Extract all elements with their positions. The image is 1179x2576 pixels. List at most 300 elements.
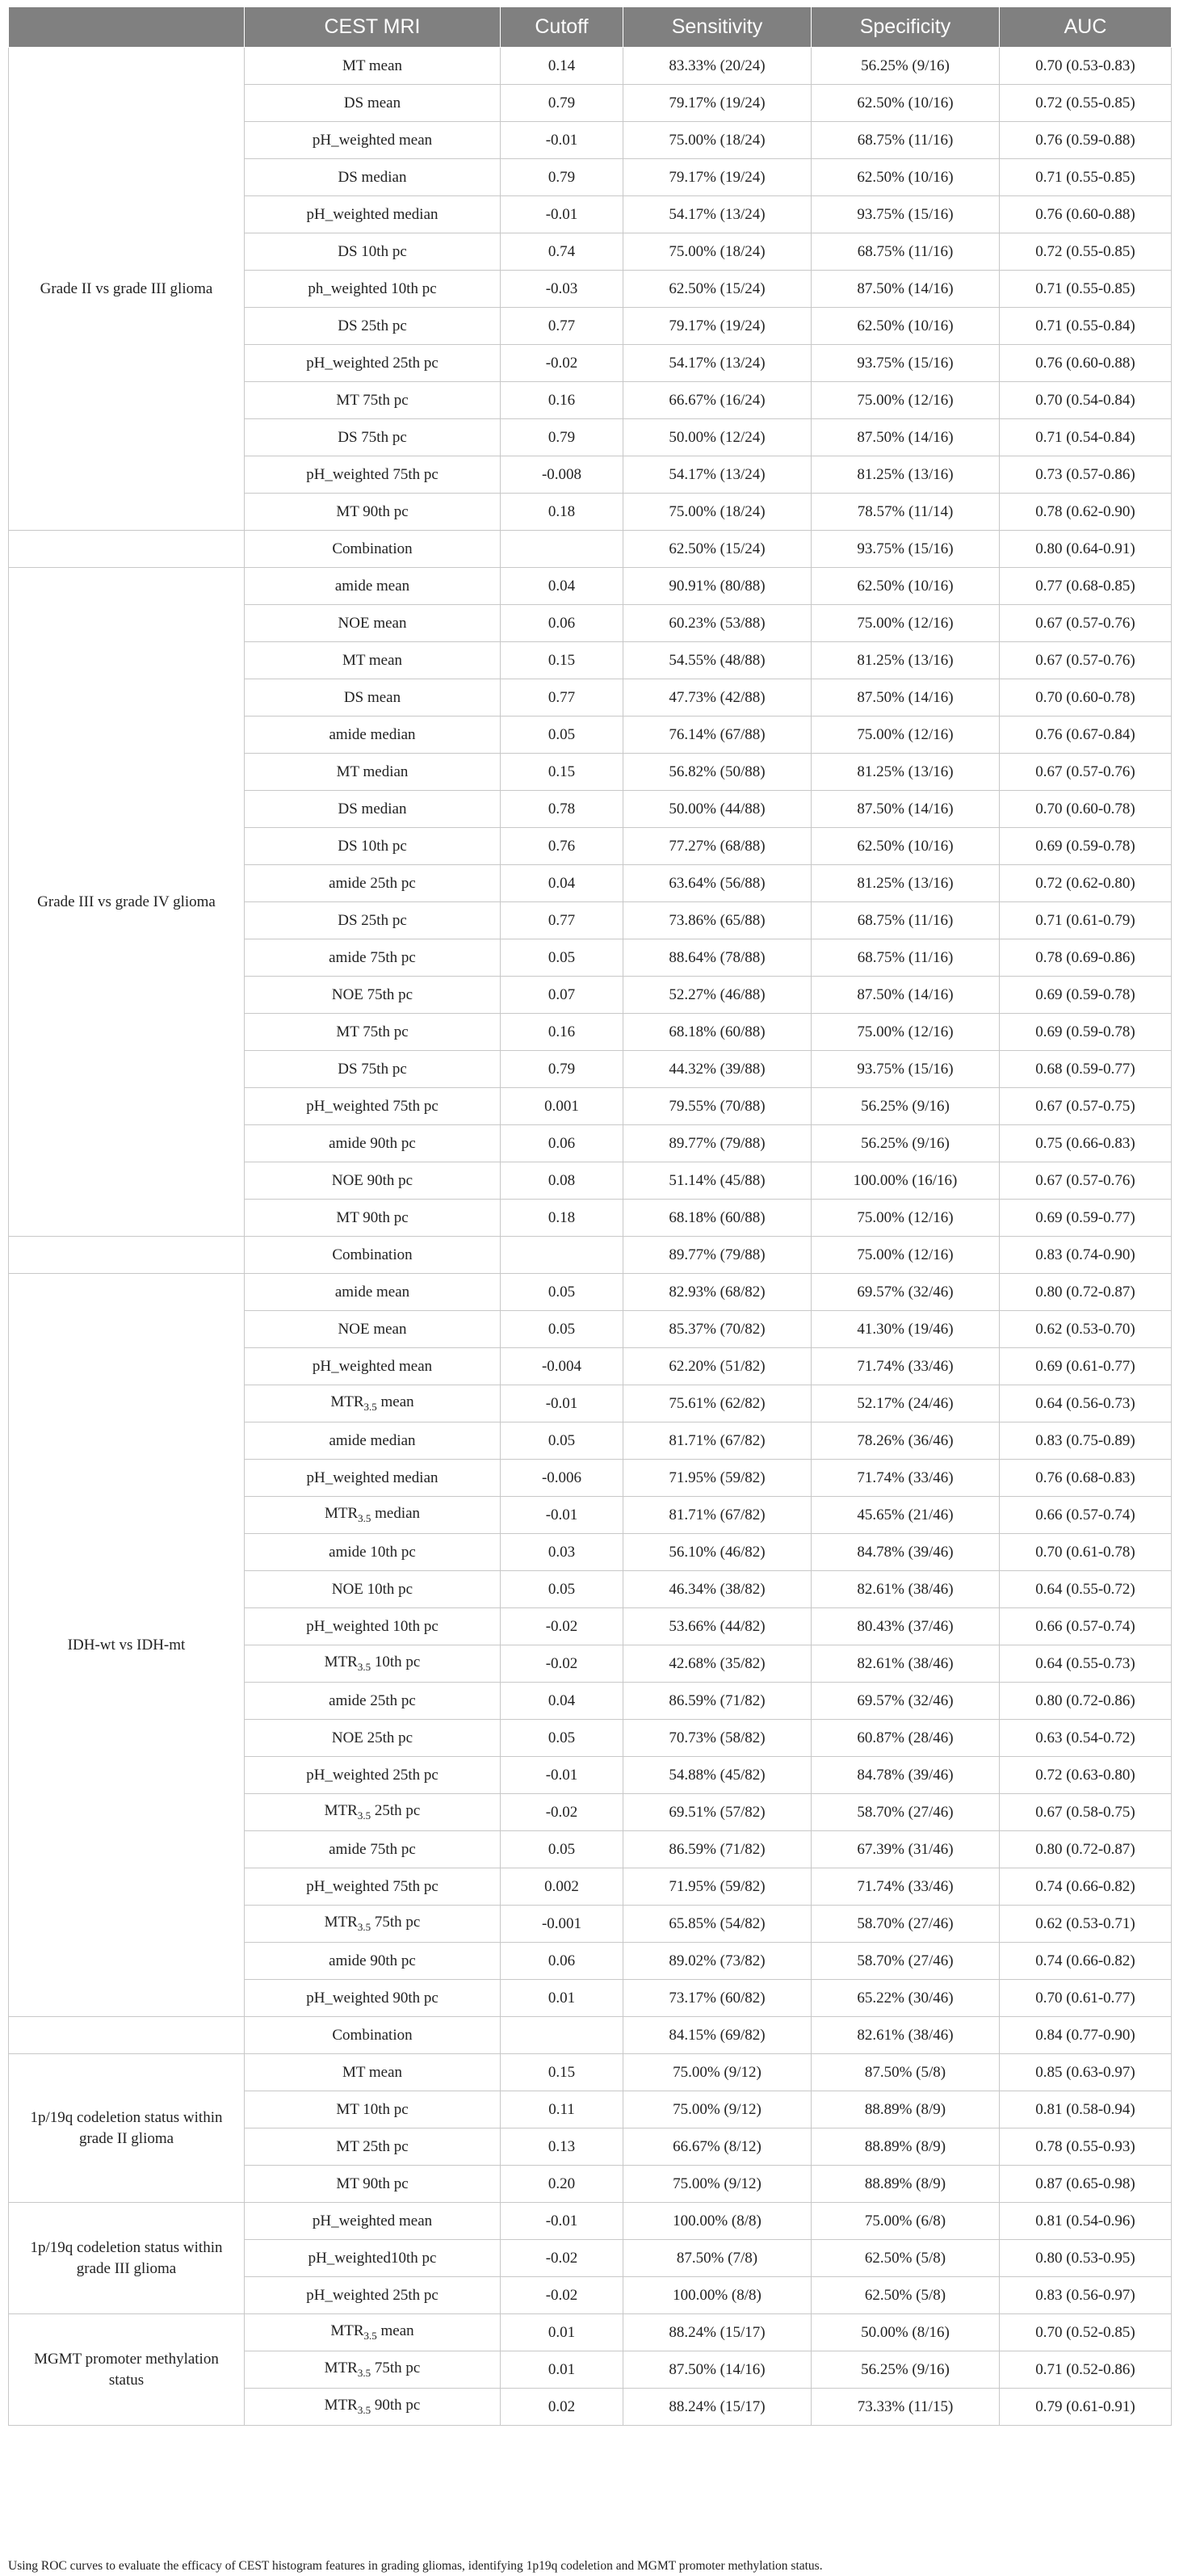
cutoff-cell: -0.001 (501, 1906, 623, 1943)
auc-cell: 0.64 (0.55-0.72) (1000, 1571, 1172, 1608)
feature-cell: MT mean (245, 642, 501, 679)
auc-cell: 0.76 (0.67-0.84) (1000, 716, 1172, 754)
cutoff-cell: 0.79 (501, 1051, 623, 1088)
cutoff-cell: 0.01 (501, 2351, 623, 2389)
feature-cell: MT 90th pc (245, 1200, 501, 1237)
cutoff-cell: 0.79 (501, 419, 623, 456)
cutoff-cell: -0.02 (501, 345, 623, 382)
auc-cell: 0.79 (0.61-0.91) (1000, 2389, 1172, 2426)
sensitivity-cell: 81.71% (67/82) (623, 1497, 812, 1534)
specificity-cell: 71.74% (33/46) (812, 1460, 1000, 1497)
feature-cell: $MTR_{3.5}$ 10th pc (245, 1645, 501, 1683)
sensitivity-cell: 50.00% (44/88) (623, 791, 812, 828)
cutoff-cell: -0.02 (501, 1794, 623, 1831)
cutoff-cell: -0.006 (501, 1460, 623, 1497)
sensitivity-cell: 71.95% (59/82) (623, 1868, 812, 1906)
feature-cell: pH_weighted 75th pc (245, 1868, 501, 1906)
auc-cell: 0.83 (0.75-0.89) (1000, 1422, 1172, 1460)
specificity-cell: 75.00% (12/16) (812, 1014, 1000, 1051)
specificity-cell: 56.25% (9/16) (812, 2351, 1000, 2389)
auc-cell: 0.64 (0.55-0.73) (1000, 1645, 1172, 1683)
cutoff-cell: 0.14 (501, 48, 623, 85)
feature-cell: amide 25th pc (245, 1683, 501, 1720)
cutoff-cell: 0.04 (501, 1683, 623, 1720)
feature-cell: MT 90th pc (245, 2166, 501, 2203)
feature-cell: Combination (245, 1237, 501, 1274)
sensitivity-cell: 100.00% (8/8) (623, 2203, 812, 2240)
feature-cell: amide 90th pc (245, 1125, 501, 1162)
specificity-cell: 68.75% (11/16) (812, 233, 1000, 271)
auc-cell: 0.78 (0.62-0.90) (1000, 494, 1172, 531)
feature-cell: NOE 10th pc (245, 1571, 501, 1608)
specificity-cell: 62.50% (5/8) (812, 2240, 1000, 2277)
auc-cell: 0.80 (0.53-0.95) (1000, 2240, 1172, 2277)
sensitivity-cell: 86.59% (71/82) (623, 1831, 812, 1868)
auc-cell: 0.83 (0.56-0.97) (1000, 2277, 1172, 2314)
auc-cell: 0.72 (0.62-0.80) (1000, 865, 1172, 902)
auc-cell: 0.70 (0.53-0.83) (1000, 48, 1172, 85)
auc-cell: 0.84 (0.77-0.90) (1000, 2017, 1172, 2054)
cutoff-cell: 0.06 (501, 1943, 623, 1980)
auc-cell: 0.69 (0.59-0.78) (1000, 828, 1172, 865)
feature-cell: DS 75th pc (245, 419, 501, 456)
cutoff-cell: -0.02 (501, 2240, 623, 2277)
specificity-cell: 62.50% (10/16) (812, 568, 1000, 605)
sensitivity-cell: 44.32% (39/88) (623, 1051, 812, 1088)
auc-cell: 0.66 (0.57-0.74) (1000, 1608, 1172, 1645)
specificity-cell: 58.70% (27/46) (812, 1943, 1000, 1980)
specificity-cell: 62.50% (10/16) (812, 159, 1000, 196)
table-caption: Using ROC curves to evaluate the efficacy of CEST histogram features in grading gliomas, identifying 1p19q codeletion and MGMT promoter methylation status. (8, 2559, 823, 2573)
cutoff-cell: -0.01 (501, 1385, 623, 1422)
auc-cell: 0.69 (0.59-0.78) (1000, 1014, 1172, 1051)
sensitivity-cell: 62.20% (51/82) (623, 1348, 812, 1385)
specificity-cell: 71.74% (33/46) (812, 1348, 1000, 1385)
feature-cell: amide mean (245, 568, 501, 605)
feature-cell: amide median (245, 1422, 501, 1460)
feature-cell: amide 75th pc (245, 1831, 501, 1868)
table-row (9, 2314, 1172, 2351)
sensitivity-cell: 63.64% (56/88) (623, 865, 812, 902)
feature-cell: $MTR_{3.5}$ 90th pc (245, 2389, 501, 2426)
cutoff-cell: 0.03 (501, 1534, 623, 1571)
auc-cell: 0.78 (0.69-0.86) (1000, 939, 1172, 977)
feature-cell: NOE 75th pc (245, 977, 501, 1014)
sensitivity-cell: 84.15% (69/82) (623, 2017, 812, 2054)
sensitivity-cell: 65.85% (54/82) (623, 1906, 812, 1943)
sensitivity-cell: 46.34% (38/82) (623, 1571, 812, 1608)
auc-cell: 0.70 (0.54-0.84) (1000, 382, 1172, 419)
feature-cell: NOE 90th pc (245, 1162, 501, 1200)
feature-cell: pH_weighted 75th pc (245, 1088, 501, 1125)
feature-cell: MT mean (245, 48, 501, 85)
cutoff-cell: 0.05 (501, 1422, 623, 1460)
feature-cell: pH_weighted 25th pc (245, 2277, 501, 2314)
auc-cell: 0.76 (0.59-0.88) (1000, 122, 1172, 159)
cutoff-cell: 0.74 (501, 233, 623, 271)
feature-cell: amide median (245, 716, 501, 754)
sensitivity-cell: 89.77% (79/88) (623, 1125, 812, 1162)
specificity-cell: 84.78% (39/46) (812, 1757, 1000, 1794)
cutoff-cell: -0.01 (501, 196, 623, 233)
feature-cell: $MTR_{3.5}$ 25th pc (245, 1794, 501, 1831)
specificity-cell: 93.75% (15/16) (812, 531, 1000, 568)
cutoff-cell: -0.03 (501, 271, 623, 308)
sensitivity-cell: 76.14% (67/88) (623, 716, 812, 754)
feature-cell: $MTR_{3.5}$ median (245, 1497, 501, 1534)
auc-cell: 0.70 (0.61-0.77) (1000, 1980, 1172, 2017)
specificity-cell: 87.50% (14/16) (812, 271, 1000, 308)
cutoff-cell: 0.02 (501, 2389, 623, 2426)
specificity-cell: 87.50% (14/16) (812, 791, 1000, 828)
cutoff-cell (501, 1237, 623, 1274)
specificity-cell: 87.50% (14/16) (812, 679, 1000, 716)
sensitivity-cell: 52.27% (46/88) (623, 977, 812, 1014)
cutoff-cell: -0.01 (501, 2203, 623, 2240)
feature-cell: amide 90th pc (245, 1943, 501, 1980)
specificity-cell: 68.75% (11/16) (812, 939, 1000, 977)
cutoff-cell: 0.20 (501, 2166, 623, 2203)
cutoff-cell: 0.04 (501, 865, 623, 902)
specificity-cell: 45.65% (21/46) (812, 1497, 1000, 1534)
specificity-cell: 68.75% (11/16) (812, 902, 1000, 939)
group-label: Grade II vs grade III glioma (9, 48, 245, 531)
table-body (9, 48, 1172, 2426)
auc-cell: 0.76 (0.60-0.88) (1000, 196, 1172, 233)
sensitivity-cell: 51.14% (45/88) (623, 1162, 812, 1200)
specificity-cell: 75.00% (12/16) (812, 605, 1000, 642)
feature-cell: NOE mean (245, 605, 501, 642)
cutoff-cell: 0.04 (501, 568, 623, 605)
feature-cell: NOE 25th pc (245, 1720, 501, 1757)
specificity-cell: 82.61% (38/46) (812, 2017, 1000, 2054)
specificity-cell: 67.39% (31/46) (812, 1831, 1000, 1868)
feature-cell: MT mean (245, 2054, 501, 2091)
group-label: Grade III vs grade IV glioma (9, 568, 245, 1237)
auc-cell: 0.71 (0.52-0.86) (1000, 2351, 1172, 2389)
specificity-cell: 75.00% (12/16) (812, 1200, 1000, 1237)
auc-cell: 0.67 (0.57-0.75) (1000, 1088, 1172, 1125)
sensitivity-cell: 75.00% (18/24) (623, 122, 812, 159)
auc-cell: 0.62 (0.53-0.70) (1000, 1311, 1172, 1348)
sensitivity-cell: 82.93% (68/82) (623, 1274, 812, 1311)
feature-cell: DS median (245, 791, 501, 828)
auc-cell: 0.63 (0.54-0.72) (1000, 1720, 1172, 1757)
feature-cell: pH_weighted10th pc (245, 2240, 501, 2277)
cutoff-cell: 0.002 (501, 1868, 623, 1906)
group-label: 1p/19q codeletion status within grade II glioma (9, 2054, 245, 2203)
feature-cell: MT 10th pc (245, 2091, 501, 2128)
feature-cell: DS median (245, 159, 501, 196)
cutoff-cell: 0.13 (501, 2128, 623, 2166)
feature-cell: pH_weighted mean (245, 122, 501, 159)
feature-cell: Combination (245, 531, 501, 568)
auc-cell: 0.67 (0.57-0.76) (1000, 642, 1172, 679)
cutoff-cell: 0.18 (501, 1200, 623, 1237)
auc-cell: 0.81 (0.54-0.96) (1000, 2203, 1172, 2240)
table-row (9, 48, 1172, 85)
feature-cell: MT 75th pc (245, 1014, 501, 1051)
auc-cell: 0.69 (0.59-0.77) (1000, 1200, 1172, 1237)
auc-cell: 0.68 (0.59-0.77) (1000, 1051, 1172, 1088)
auc-cell: 0.80 (0.72-0.87) (1000, 1274, 1172, 1311)
feature-cell: amide 10th pc (245, 1534, 501, 1571)
cutoff-cell: 0.01 (501, 2314, 623, 2351)
sensitivity-cell: 70.73% (58/82) (623, 1720, 812, 1757)
feature-cell: pH_weighted mean (245, 1348, 501, 1385)
sensitivity-cell: 54.17% (13/24) (623, 196, 812, 233)
specificity-cell: 52.17% (24/46) (812, 1385, 1000, 1422)
auc-cell: 0.85 (0.63-0.97) (1000, 2054, 1172, 2091)
cutoff-cell: 0.05 (501, 1274, 623, 1311)
cutoff-cell: 0.05 (501, 939, 623, 977)
sensitivity-cell: 79.17% (19/24) (623, 159, 812, 196)
specificity-cell: 81.25% (13/16) (812, 456, 1000, 494)
auc-cell: 0.73 (0.57-0.86) (1000, 456, 1172, 494)
specificity-cell: 58.70% (27/46) (812, 1906, 1000, 1943)
specificity-cell: 88.89% (8/9) (812, 2166, 1000, 2203)
auc-cell: 0.69 (0.59-0.78) (1000, 977, 1172, 1014)
auc-cell: 0.80 (0.64-0.91) (1000, 531, 1172, 568)
sensitivity-cell: 89.02% (73/82) (623, 1943, 812, 1980)
sensitivity-cell: 73.17% (60/82) (623, 1980, 812, 2017)
feature-cell: DS 25th pc (245, 308, 501, 345)
specificity-cell: 82.61% (38/46) (812, 1571, 1000, 1608)
feature-cell: pH_weighted median (245, 196, 501, 233)
group-label: MGMT promoter methylation status (9, 2314, 245, 2426)
sensitivity-cell: 54.17% (13/24) (623, 456, 812, 494)
sensitivity-cell: 88.64% (78/88) (623, 939, 812, 977)
auc-cell: 0.71 (0.55-0.85) (1000, 271, 1172, 308)
combination-row (9, 1237, 1172, 1274)
feature-cell: pH_weighted 75th pc (245, 456, 501, 494)
cutoff-cell: 0.76 (501, 828, 623, 865)
feature-cell: MT 90th pc (245, 494, 501, 531)
auc-cell: 0.71 (0.54-0.84) (1000, 419, 1172, 456)
empty-group-cell (9, 2017, 245, 2054)
feature-cell: DS 10th pc (245, 828, 501, 865)
cutoff-cell: 0.08 (501, 1162, 623, 1200)
auc-cell: 0.67 (0.57-0.76) (1000, 1162, 1172, 1200)
auc-cell: 0.70 (0.61-0.78) (1000, 1534, 1172, 1571)
sensitivity-cell: 79.55% (70/88) (623, 1088, 812, 1125)
cutoff-cell: 0.05 (501, 1571, 623, 1608)
sensitivity-cell: 83.33% (20/24) (623, 48, 812, 85)
auc-cell: 0.71 (0.55-0.84) (1000, 308, 1172, 345)
auc-cell: 0.76 (0.60-0.88) (1000, 345, 1172, 382)
specificity-cell: 93.75% (15/16) (812, 345, 1000, 382)
empty-group-cell (9, 1237, 245, 1274)
auc-cell: 0.72 (0.63-0.80) (1000, 1757, 1172, 1794)
specificity-cell: 93.75% (15/16) (812, 1051, 1000, 1088)
sensitivity-cell: 62.50% (15/24) (623, 271, 812, 308)
cutoff-cell: -0.008 (501, 456, 623, 494)
feature-cell: pH_weighted 90th pc (245, 1980, 501, 2017)
sensitivity-cell: 88.24% (15/17) (623, 2314, 812, 2351)
specificity-cell: 87.50% (14/16) (812, 977, 1000, 1014)
cutoff-cell: 0.77 (501, 308, 623, 345)
auc-cell: 0.70 (0.52-0.85) (1000, 2314, 1172, 2351)
specificity-cell: 56.25% (9/16) (812, 48, 1000, 85)
feature-cell: DS mean (245, 85, 501, 122)
auc-cell: 0.76 (0.68-0.83) (1000, 1460, 1172, 1497)
specificity-cell: 62.50% (10/16) (812, 308, 1000, 345)
auc-cell: 0.74 (0.66-0.82) (1000, 1868, 1172, 1906)
feature-cell: ph_weighted 10th pc (245, 271, 501, 308)
auc-cell: 0.80 (0.72-0.86) (1000, 1683, 1172, 1720)
sensitivity-cell: 60.23% (53/88) (623, 605, 812, 642)
header-auc: AUC (1000, 7, 1172, 48)
table-row (9, 2203, 1172, 2240)
specificity-cell: 60.87% (28/46) (812, 1720, 1000, 1757)
combination-row (9, 531, 1172, 568)
cutoff-cell: -0.01 (501, 122, 623, 159)
auc-cell: 0.80 (0.72-0.87) (1000, 1831, 1172, 1868)
sensitivity-cell: 90.91% (80/88) (623, 568, 812, 605)
cutoff-cell: -0.01 (501, 1497, 623, 1534)
cutoff-cell: -0.02 (501, 1608, 623, 1645)
feature-cell: DS 10th pc (245, 233, 501, 271)
cutoff-cell: 0.05 (501, 716, 623, 754)
cutoff-cell: 0.05 (501, 1720, 623, 1757)
auc-cell: 0.78 (0.55-0.93) (1000, 2128, 1172, 2166)
specificity-cell: 78.57% (11/14) (812, 494, 1000, 531)
auc-cell: 0.70 (0.60-0.78) (1000, 791, 1172, 828)
cutoff-cell: 0.11 (501, 2091, 623, 2128)
sensitivity-cell: 75.00% (18/24) (623, 233, 812, 271)
cutoff-cell: 0.07 (501, 977, 623, 1014)
group-label: IDH-wt vs IDH-mt (9, 1274, 245, 2017)
feature-cell: pH_weighted 10th pc (245, 1608, 501, 1645)
sensitivity-cell: 50.00% (12/24) (623, 419, 812, 456)
cutoff-cell: 0.79 (501, 159, 623, 196)
table-row (9, 568, 1172, 605)
feature-cell: DS 75th pc (245, 1051, 501, 1088)
cutoff-cell: 0.15 (501, 2054, 623, 2091)
auc-cell: 0.67 (0.57-0.76) (1000, 605, 1172, 642)
table-row (9, 2054, 1172, 2091)
feature-cell: pH_weighted 25th pc (245, 345, 501, 382)
sensitivity-cell: 56.10% (46/82) (623, 1534, 812, 1571)
cutoff-cell: 0.05 (501, 1831, 623, 1868)
auc-cell: 0.71 (0.61-0.79) (1000, 902, 1172, 939)
feature-cell: amide 75th pc (245, 939, 501, 977)
sensitivity-cell: 66.67% (8/12) (623, 2128, 812, 2166)
sensitivity-cell: 54.17% (13/24) (623, 345, 812, 382)
cutoff-cell: -0.02 (501, 1645, 623, 1683)
sensitivity-cell: 88.24% (15/17) (623, 2389, 812, 2426)
sensitivity-cell: 75.00% (9/12) (623, 2054, 812, 2091)
cutoff-cell (501, 2017, 623, 2054)
specificity-cell: 75.00% (6/8) (812, 2203, 1000, 2240)
feature-cell: DS mean (245, 679, 501, 716)
specificity-cell: 80.43% (37/46) (812, 1608, 1000, 1645)
cutoff-cell: 0.78 (501, 791, 623, 828)
header-row (9, 7, 1172, 48)
table-row (9, 1274, 1172, 1311)
feature-cell: amide 25th pc (245, 865, 501, 902)
feature-cell: $MTR_{3.5}$ mean (245, 1385, 501, 1422)
sensitivity-cell: 73.86% (65/88) (623, 902, 812, 939)
auc-cell: 0.69 (0.61-0.77) (1000, 1348, 1172, 1385)
feature-cell: MT 75th pc (245, 382, 501, 419)
sensitivity-cell: 87.50% (14/16) (623, 2351, 812, 2389)
specificity-cell: 71.74% (33/46) (812, 1868, 1000, 1906)
sensitivity-cell: 62.50% (15/24) (623, 531, 812, 568)
sensitivity-cell: 75.00% (9/12) (623, 2166, 812, 2203)
sensitivity-cell: 68.18% (60/88) (623, 1014, 812, 1051)
sensitivity-cell: 79.17% (19/24) (623, 308, 812, 345)
results-table (8, 6, 1172, 2426)
feature-cell: NOE mean (245, 1311, 501, 1348)
table-container (8, 6, 1171, 2426)
auc-cell: 0.87 (0.65-0.98) (1000, 2166, 1172, 2203)
specificity-cell: 82.61% (38/46) (812, 1645, 1000, 1683)
auc-cell: 0.67 (0.57-0.76) (1000, 754, 1172, 791)
cutoff-cell: -0.02 (501, 2277, 623, 2314)
sensitivity-cell: 100.00% (8/8) (623, 2277, 812, 2314)
cutoff-cell: 0.16 (501, 382, 623, 419)
feature-cell: pH_weighted mean (245, 2203, 501, 2240)
cutoff-cell: 0.77 (501, 902, 623, 939)
sensitivity-cell: 71.95% (59/82) (623, 1460, 812, 1497)
feature-cell: pH_weighted median (245, 1460, 501, 1497)
feature-cell: Combination (245, 2017, 501, 2054)
cutoff-cell: 0.16 (501, 1014, 623, 1051)
specificity-cell: 81.25% (13/16) (812, 865, 1000, 902)
header-group-cell (9, 7, 245, 48)
specificity-cell: 65.22% (30/46) (812, 1980, 1000, 2017)
specificity-cell: 84.78% (39/46) (812, 1534, 1000, 1571)
feature-cell: MT median (245, 754, 501, 791)
specificity-cell: 75.00% (12/16) (812, 1237, 1000, 1274)
group-label: 1p/19q codeletion status within grade III glioma (9, 2203, 245, 2314)
specificity-cell: 56.25% (9/16) (812, 1125, 1000, 1162)
cutoff-cell: 0.05 (501, 1311, 623, 1348)
specificity-cell: 68.75% (11/16) (812, 122, 1000, 159)
auc-cell: 0.62 (0.53-0.71) (1000, 1906, 1172, 1943)
cutoff-cell: 0.15 (501, 754, 623, 791)
specificity-cell: 73.33% (11/15) (812, 2389, 1000, 2426)
feature-cell: $MTR_{3.5}$ mean (245, 2314, 501, 2351)
cutoff-cell: 0.001 (501, 1088, 623, 1125)
sensitivity-cell: 42.68% (35/82) (623, 1645, 812, 1683)
sensitivity-cell: 86.59% (71/82) (623, 1683, 812, 1720)
sensitivity-cell: 81.71% (67/82) (623, 1422, 812, 1460)
sensitivity-cell: 56.82% (50/88) (623, 754, 812, 791)
empty-group-cell (9, 531, 245, 568)
auc-cell: 0.81 (0.58-0.94) (1000, 2091, 1172, 2128)
cutoff-cell: 0.06 (501, 605, 623, 642)
specificity-cell: 75.00% (12/16) (812, 716, 1000, 754)
specificity-cell: 87.50% (5/8) (812, 2054, 1000, 2091)
feature-cell: $MTR_{3.5}$ 75th pc (245, 1906, 501, 1943)
specificity-cell: 58.70% (27/46) (812, 1794, 1000, 1831)
specificity-cell: 75.00% (12/16) (812, 382, 1000, 419)
sensitivity-cell: 47.73% (42/88) (623, 679, 812, 716)
sensitivity-cell: 66.67% (16/24) (623, 382, 812, 419)
cutoff-cell: 0.15 (501, 642, 623, 679)
sensitivity-cell: 89.77% (79/88) (623, 1237, 812, 1274)
specificity-cell: 81.25% (13/16) (812, 642, 1000, 679)
specificity-cell: 56.25% (9/16) (812, 1088, 1000, 1125)
sensitivity-cell: 77.27% (68/88) (623, 828, 812, 865)
cutoff-cell: -0.01 (501, 1757, 623, 1794)
sensitivity-cell: 87.50% (7/8) (623, 2240, 812, 2277)
feature-cell: pH_weighted 25th pc (245, 1757, 501, 1794)
auc-cell: 0.83 (0.74-0.90) (1000, 1237, 1172, 1274)
specificity-cell: 78.26% (36/46) (812, 1422, 1000, 1460)
